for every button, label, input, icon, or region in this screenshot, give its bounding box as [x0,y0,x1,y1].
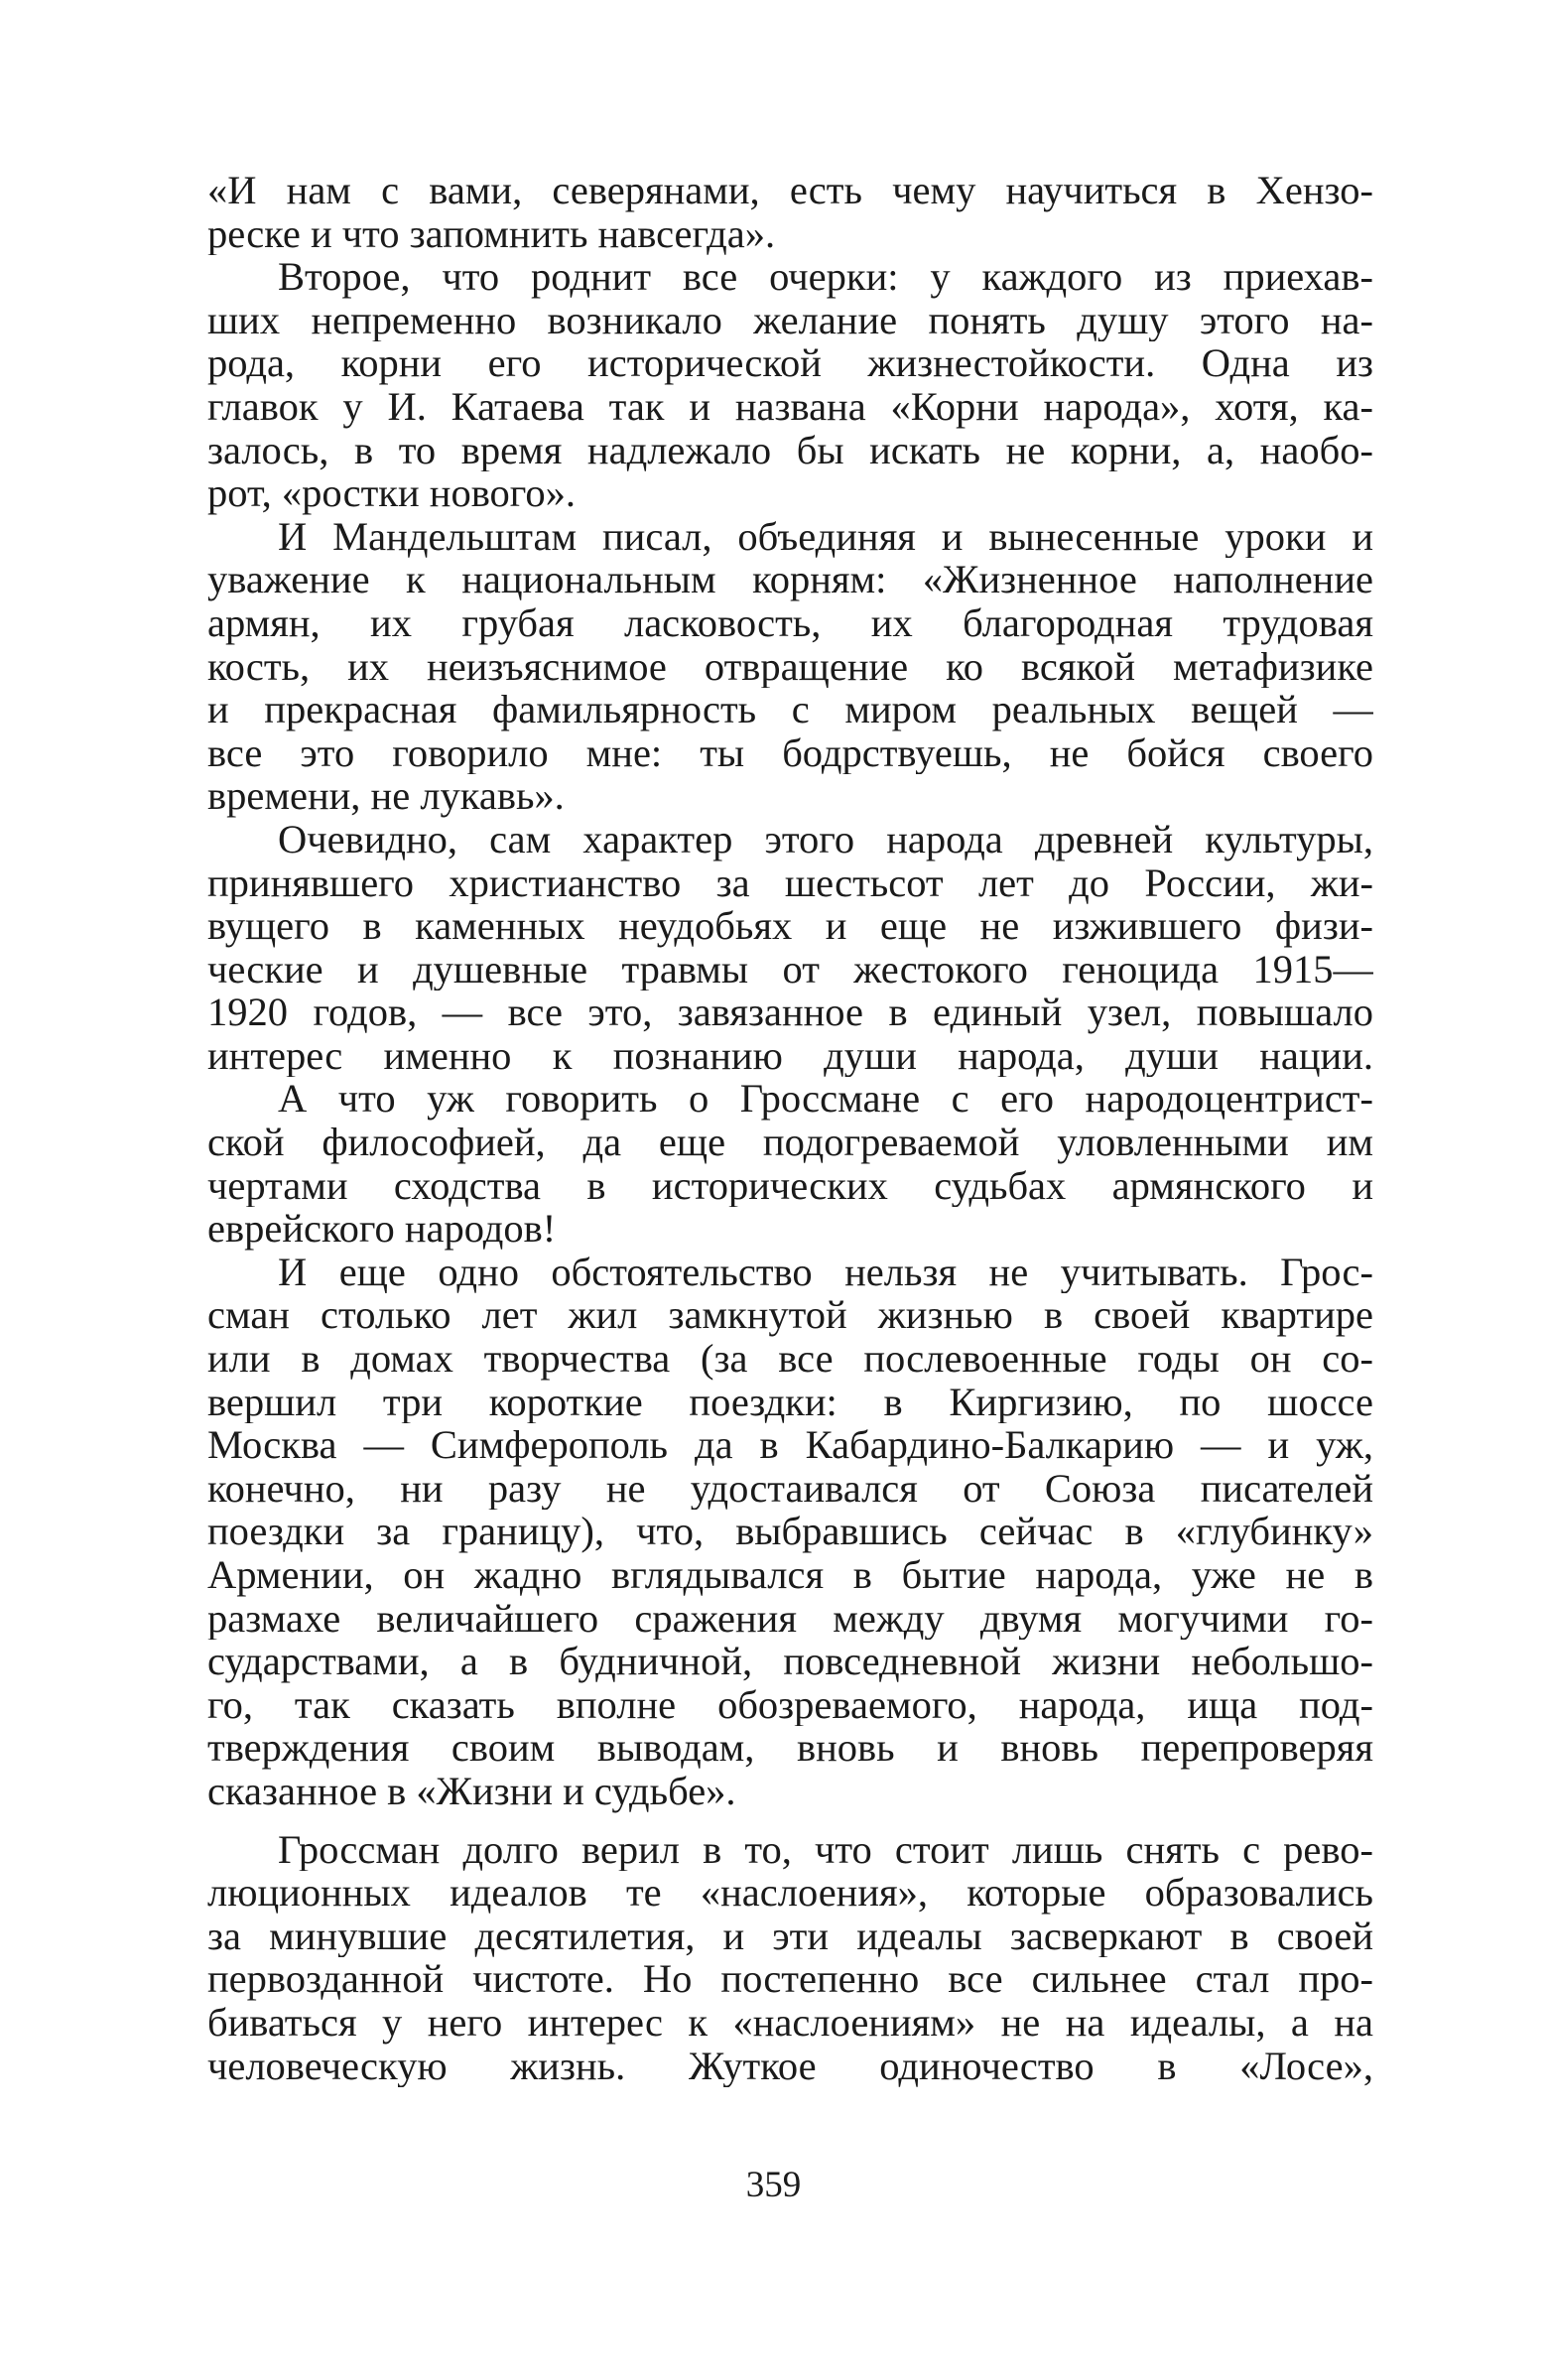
text-line: И еще одно обстоятельство нельзя не учитывать. Грос- [278,1250,1373,1294]
text-line: вершил три короткие поездки: в Киргизию, по шоссе [207,1380,1373,1424]
text-line: конечно, ни разу не удостаивался от Союза писателей [207,1466,1373,1511]
text-line: Второе, что роднит все очерки: у каждого из приехав- [278,255,1373,299]
text-line: залось, в то время надлежало бы искать не корни, а, наобо- [207,428,1373,472]
page-number: 359 [745,2165,802,2205]
text-line: армян, их грубая ласковость, их благородная трудовая [207,600,1373,645]
paragraph-3 [207,515,1373,818]
text-line: еврейского народов! [207,1207,557,1251]
text-line: все это говорило мне: ты бодрствуешь, не бойся своего [207,730,1373,775]
text-line: времени, не лукавь». [207,774,565,818]
text-line: люционных идеалов те «наслоения», которые образовались [207,1871,1373,1915]
text-line: человеческую жизнь. Жуткое одиночество в «Лосе», [207,2044,1373,2088]
text-line: уважение к национальным корням: «Жизненное наполнение [207,558,1373,601]
text-line: го, так сказать вполне обозреваемого, народа, ища под- [207,1682,1373,1727]
text-line: тверждения своим выводам, вновь и вновь перепроверяя [207,1726,1373,1770]
text-line: рот, «ростки нового». [207,471,577,515]
text-line: А что уж говорить о Гроссмане с его народоцентрист- [278,1077,1373,1122]
text-line: Армении, он жадно вглядывался в бытие народа, уже не в [207,1553,1373,1597]
text-line: поездки за границу), что, выбравшись сейчас в «глубинку» [207,1510,1373,1553]
text-line: биваться у него интерес к «наслоениям» не на идеалы, а на [207,2000,1373,2045]
text-line: интерес именно к познанию души народа, души нации. [207,1033,1373,1078]
text-line: первозданной чистоте. Но постепенно все сильнее стал про- [207,1957,1373,2001]
text-line: 1920 годов, — все это, завязанное в единый узел, повышало [207,991,1373,1034]
paragraph-2 [207,255,1373,515]
text-line: Очевидно, сам характер этого народа древней культуры, [278,817,1373,861]
text-line: Москва — Симферополь да в Кабардино-Балкарию — и уж, [207,1423,1373,1467]
text-line: и прекрасная фамильярность с миром реальных вещей — [207,688,1373,731]
text-line: главок у И. Катаева так и названа «Корни народа», хотя, ка- [207,384,1373,429]
text-line: кость, их неизъяснимое отвращение ко всякой метафизике [207,644,1373,689]
text-line: сман столько лет жил замкнутой жизнью в своей квартире [207,1293,1373,1338]
paragraph-6 [207,1251,1373,1813]
text-line: вущего в каменных неудобьях и еще не изжившего физи- [207,904,1373,948]
paragraph-7 [207,1828,1373,2088]
paragraph-4 [207,818,1373,1078]
text-line: реске и что запомнить навсегда». [207,211,776,256]
text-line: Гроссман долго верил в то, что стоит лишь снять с рево- [278,1827,1373,1872]
text-line: сказанное в «Жизни и судьбе». [207,1769,736,1813]
paragraph-spacer [207,1813,1373,1828]
text-line: ших непременно возникало желание понять душу этого на- [207,298,1373,342]
text-line: И Мандельштам писал, объединяя и вынесенные уроки и [278,514,1373,559]
text-line: размахе величайшего сражения между двумя могучими го- [207,1596,1373,1641]
body-text [207,169,1373,2087]
text-line: чертами сходства в исторических судьбах армянского и [207,1163,1373,1208]
paragraph-1 [207,169,1373,255]
text-line: «И нам с вами, северянами, есть чему научиться в Хензо- [207,169,1373,212]
text-line: принявшего христианство за шестьсот лет до России, жи- [207,860,1373,905]
paragraph-5 [207,1077,1373,1250]
text-line: за минувшие десятилетия, и эти идеалы засверкают в своей [207,1914,1373,1958]
text-line: или в домах творчества (за все послевоенные годы он со- [207,1337,1373,1381]
text-line: рода, корни его исторической жизнестойкости. Одна из [207,341,1373,385]
text-line: сударствами, а в будничной, повседневной жизни небольшо- [207,1640,1373,1683]
text-line: ческие и душевные травмы от жестокого геноцида 1915— [207,947,1373,992]
text-line: ской философией, да еще подогреваемой уловленными им [207,1121,1373,1164]
